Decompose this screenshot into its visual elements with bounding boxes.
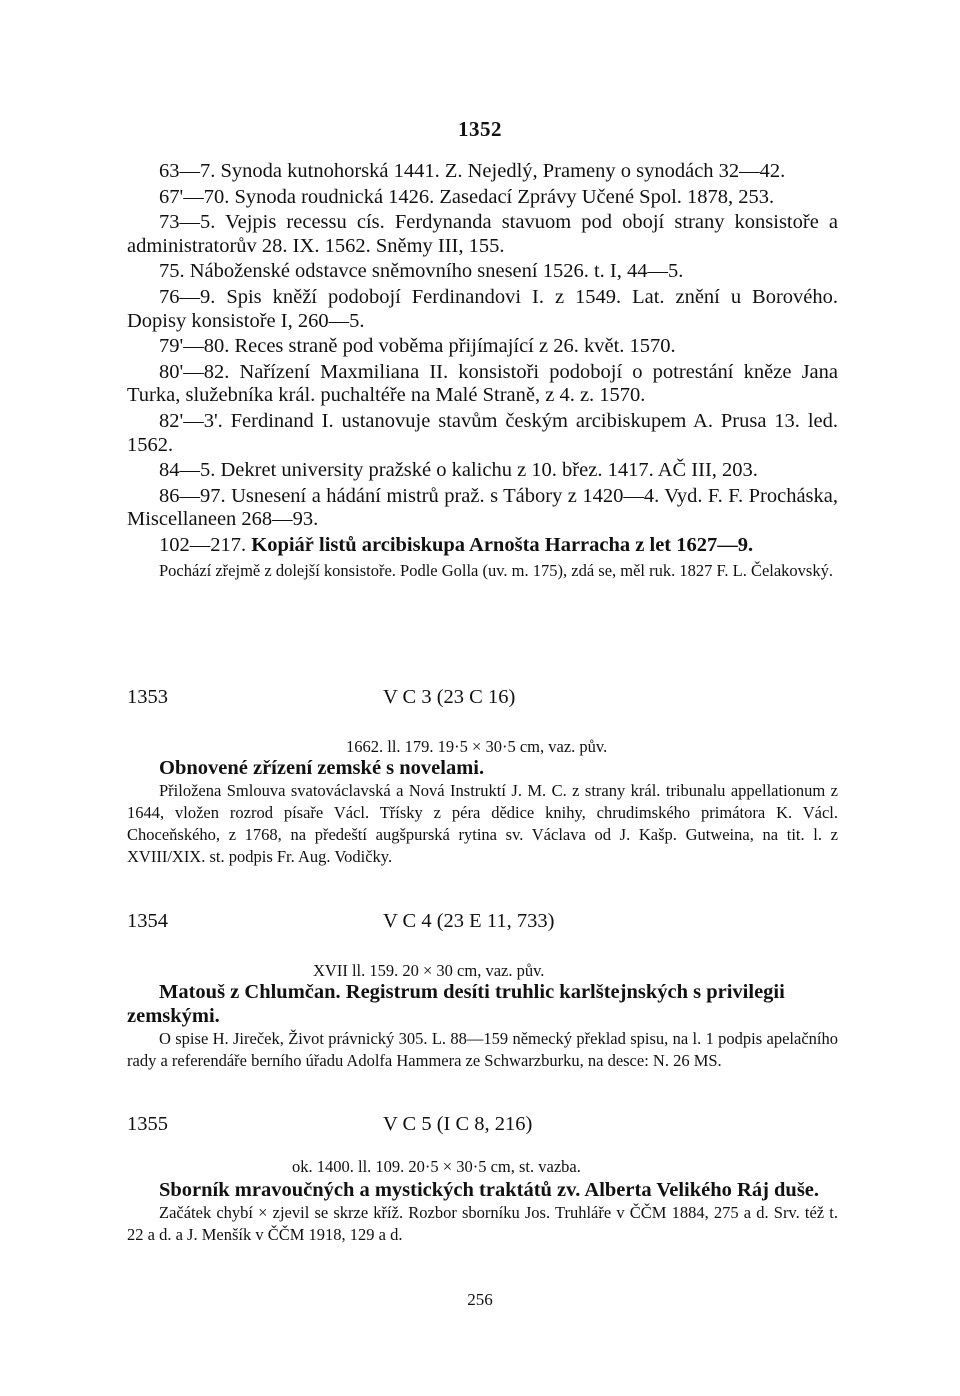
record-signature: V C 4 (23 E 11, 733) xyxy=(383,910,555,932)
record-title: Obnovené zřízení zemské s novelami. xyxy=(159,757,485,779)
record-body xyxy=(127,980,838,1072)
record-note: Začátek chybí × zjevil se skrze kříž. Rozbor sborníku Jos. Truhláře v ČČM 1884, 275 a d. Srv. též t. 22 a d. a J. Menšík v ČČM 1918, 129 a d. xyxy=(127,1203,838,1244)
record-header xyxy=(127,1113,838,1141)
highlighted-entry: 102—217. Kopiář listů arcibiskupa Arnošta Harracha z let 1627—9. xyxy=(159,533,754,556)
content-entry: 75. Náboženské odstavce sněmovního snesení 1526. t. I, 44—5. xyxy=(159,260,684,283)
record-signature: V C 3 (23 C 16) xyxy=(383,686,516,708)
record-meta: ok. 1400. ll. 109. 20·5 × 30·5 cm, st. vazba. xyxy=(292,1157,581,1176)
record-note: O spise H. Jireček, Život právnický 305. L. 88—159 německý překlad spisu, na l. 1 podpis apelačního rady a referendáře berního úřadu Adolfa Hammera ze Schwarzburku, na desce: N. 26 MS. xyxy=(127,1029,838,1070)
record-note: Přiložena Smlouva svatováclavská a Nová Instruktí J. M. C. z strany král. tribunalu appellationum z 1644, vložen rozrod písaře Václ. Třísky z péra dědice knihy, chrudimského primátora K. Václ. Choceňského, z 1768, na předeští augšpurská rytina sv. Václava od J. Kašp. Gutweina, na tit. l. z XVIII/XIX. st. podpis Fr. Aug. Vodičky. xyxy=(127,781,838,866)
content-entry: 86—97. Usnesení a hádání mistrů praž. s Tábory z 1420—4. Vyd. F. F. Procháska, Miscellaneen 268—93. xyxy=(127,484,838,531)
record-title: Sborník mravoučných a mystických traktátů zv. Alberta Velikého Ráj duše. xyxy=(159,1179,820,1201)
content-entry: 63—7. Synoda kutnohorská 1441. Z. Nejedlý, Prameny o synodách 32—42. xyxy=(159,160,786,182)
record-1352-continuation xyxy=(127,160,838,582)
record-header xyxy=(127,910,838,938)
record-body xyxy=(127,756,838,868)
content-entry: 80'—82. Nařízení Maxmiliana II. konsistoři podobojí o potrestání kněze Jana Turka, služebníka král. puchaltéře na Malé Straně, z 4. z. 1570. xyxy=(127,360,838,407)
page-header-number: 1352 xyxy=(458,117,502,141)
record-number: 1353 xyxy=(127,686,168,708)
record-meta: 1662. ll. 179. 19·5 × 30·5 cm, vaz. pův. xyxy=(346,737,608,756)
content-entry: 73—5. Vejpis recessu cís. Ferdynanda stavuom pod obojí strany konsistoře a administratorův 28. IX. 1562. Sněmy III, 155. xyxy=(127,211,838,257)
record-body xyxy=(127,1178,838,1246)
content-entry: 67'—70. Synoda roudnická 1426. Zasedací Zprávy Učené Spol. 1878, 253. xyxy=(159,185,775,208)
record-meta: XVII ll. 159. 20 × 30 cm, vaz. pův. xyxy=(313,961,545,980)
record-number: 1354 xyxy=(127,910,168,932)
highlighted-entry-title: Kopiář listů arcibiskupa Arnošta Harracha z let 1627—9. xyxy=(251,533,754,556)
record-header xyxy=(127,686,838,714)
content-entry: 76—9. Spis kněží podobojí Ferdinandovi I. z 1549. Lat. znění u Borového. Dopisy konsistoře I, 260—5. xyxy=(127,285,838,332)
content-entry: 79'—80. Reces straně pod voběma přijímající z 26. květ. 1570. xyxy=(159,335,676,358)
record-number: 1355 xyxy=(127,1113,168,1135)
page-footer-number: 256 xyxy=(467,1290,493,1309)
record-title: Matouš z Chlumčan. Registrum desíti truhlic karlštejnských s privilegii zemskými. xyxy=(127,981,785,1027)
content-entry: 84—5. Dekret university pražské o kalichu z 10. břez. 1417. AČ III, 203. xyxy=(159,459,758,482)
content-entry: 82'—3'. Ferdinand I. ustanovuje stavům českým arcibiskupem A. Prusa 13. led. 1562. xyxy=(127,409,838,456)
record-note: Pochází zřejmě z dolejší konsistoře. Podle Golla (uv. m. 175), zdá se, měl ruk. 1827 F. L. Čelakovský. xyxy=(159,560,833,580)
record-signature: V C 5 (I C 8, 216) xyxy=(383,1113,533,1135)
